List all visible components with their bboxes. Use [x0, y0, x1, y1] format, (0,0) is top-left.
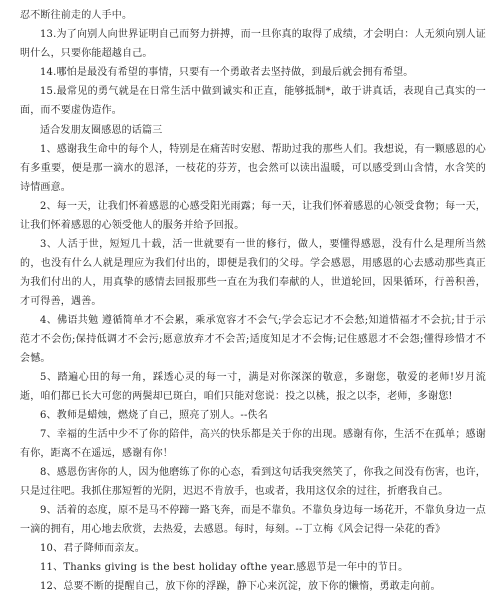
paragraph-12: 12、总要不断的提醒自己，放下你的浮躁，静下心来沉淀，放下你的懒惰，勇敢走向前。	[40, 581, 441, 592]
paragraph-9: 9、活着的态度，原不是马不停蹄一路飞奔，而是不靠负。不靠负身边每一场花开，不靠负身边一点一滴的拥有，用心地去欣赏，去热爱，去感恩。每时，每刻。--丁立梅《风会记得一朵花的香》	[20, 505, 486, 535]
paragraph-1: 1、感谢我生命中的每个人，特别是在痛苦时安慰、帮助过我的那些人们。我想说，有一颗感恩的心有多重要，便是那一滴水的恩泽，一枝花的芬芳，也会然可以读出温暖，可以感受到山含情，水含笑的诗情画意。	[20, 144, 486, 193]
paragraph-13: 13.为了向别人向世界证明自己而努力拼搏，而一旦你真的取得了成绩，才会明白：人无须向别人证明什么，只要你能超越自己。	[20, 29, 486, 59]
paragraph-5: 5、踏遍心田的每一角，踩透心灵的每一寸，满是对你深深的敬意，多谢您，敬爱的老师!岁月流逝，咱们都已长大可您的两鬓却已斑白，咱们只能对您说：投之以桃，报之以李，老师，多谢您!	[20, 372, 486, 402]
paragraph-15: 15.最常见的勇气就是在日常生活中做到诚实和正直，能够抵制*，敢于讲真话，表现自己真实的一面，而不要虚伪造作。	[20, 86, 486, 116]
paragraph-7: 7、幸福的生活中少不了你的陪伴，高兴的快乐都是关于你的出现。感谢有你，生活不在孤单；感谢有你，距离不在遥远，感谢有你！	[20, 429, 486, 459]
paragraph-4: 4、佛语共勉 遵循简单才不会累，乘承宽容才不会气;学会忘记才不会愁;知道惜福才不会抗;甘于示范才不会伤;保持低调才不会污;愿意放弃才不会苦;适度知足才不会悔;记住感恩才不会怨;懂得珍惜才不会憾。	[20, 315, 486, 364]
paragraph-8: 8、感恩伤害你的人，因为他磨练了你的心态，看到这句话我突然笑了，你我之间没有伤害，也许，只是过往吧。我抓住那短暂的光阴，迟迟不肯放手，也或者，我用这仅余的过往，折磨我自己。	[20, 467, 486, 497]
paragraph-continuation: 忍不断往前走的人手中。	[20, 10, 133, 21]
paragraph-10: 10、君子降师而亲友。	[40, 543, 145, 554]
paragraph-3: 3、人活于世，短短几十载，活一世就要有一世的修行，做人，要懂得感恩，没有什么是理所当然的，也没有什么人就是理应为我们付出的，即便是我们的父母。学会感恩，用感恩的心去感动那些真正为我们付出的人，用真挚的感情去回报那些一直在为我们奉献的人，世道轮回，因果循环，行善积善，才可得善，遇善。	[20, 239, 486, 307]
section-heading: 适合发朋友圈感恩的话篇三	[40, 125, 163, 136]
paragraph-6: 6、教师是蜡烛，燃烧了自己，照亮了别人。--佚名	[40, 410, 268, 421]
paragraph-14: 14.哪怕是最没有希望的事情，只要有一个勇敢者去坚持做，到最后就会拥有希望。	[40, 67, 414, 78]
paragraph-2: 2、每一天，让我们怀着感恩的心感受阳光雨露；每一天，让我们怀着感恩的心领受食物；每一天，让我们怀着感恩的心领受他人的服务并给予回报。	[20, 201, 486, 231]
paragraph-11: 11、Thanks giving is the best holiday ofthe year.感恩节是一年中的节日。	[40, 562, 409, 573]
